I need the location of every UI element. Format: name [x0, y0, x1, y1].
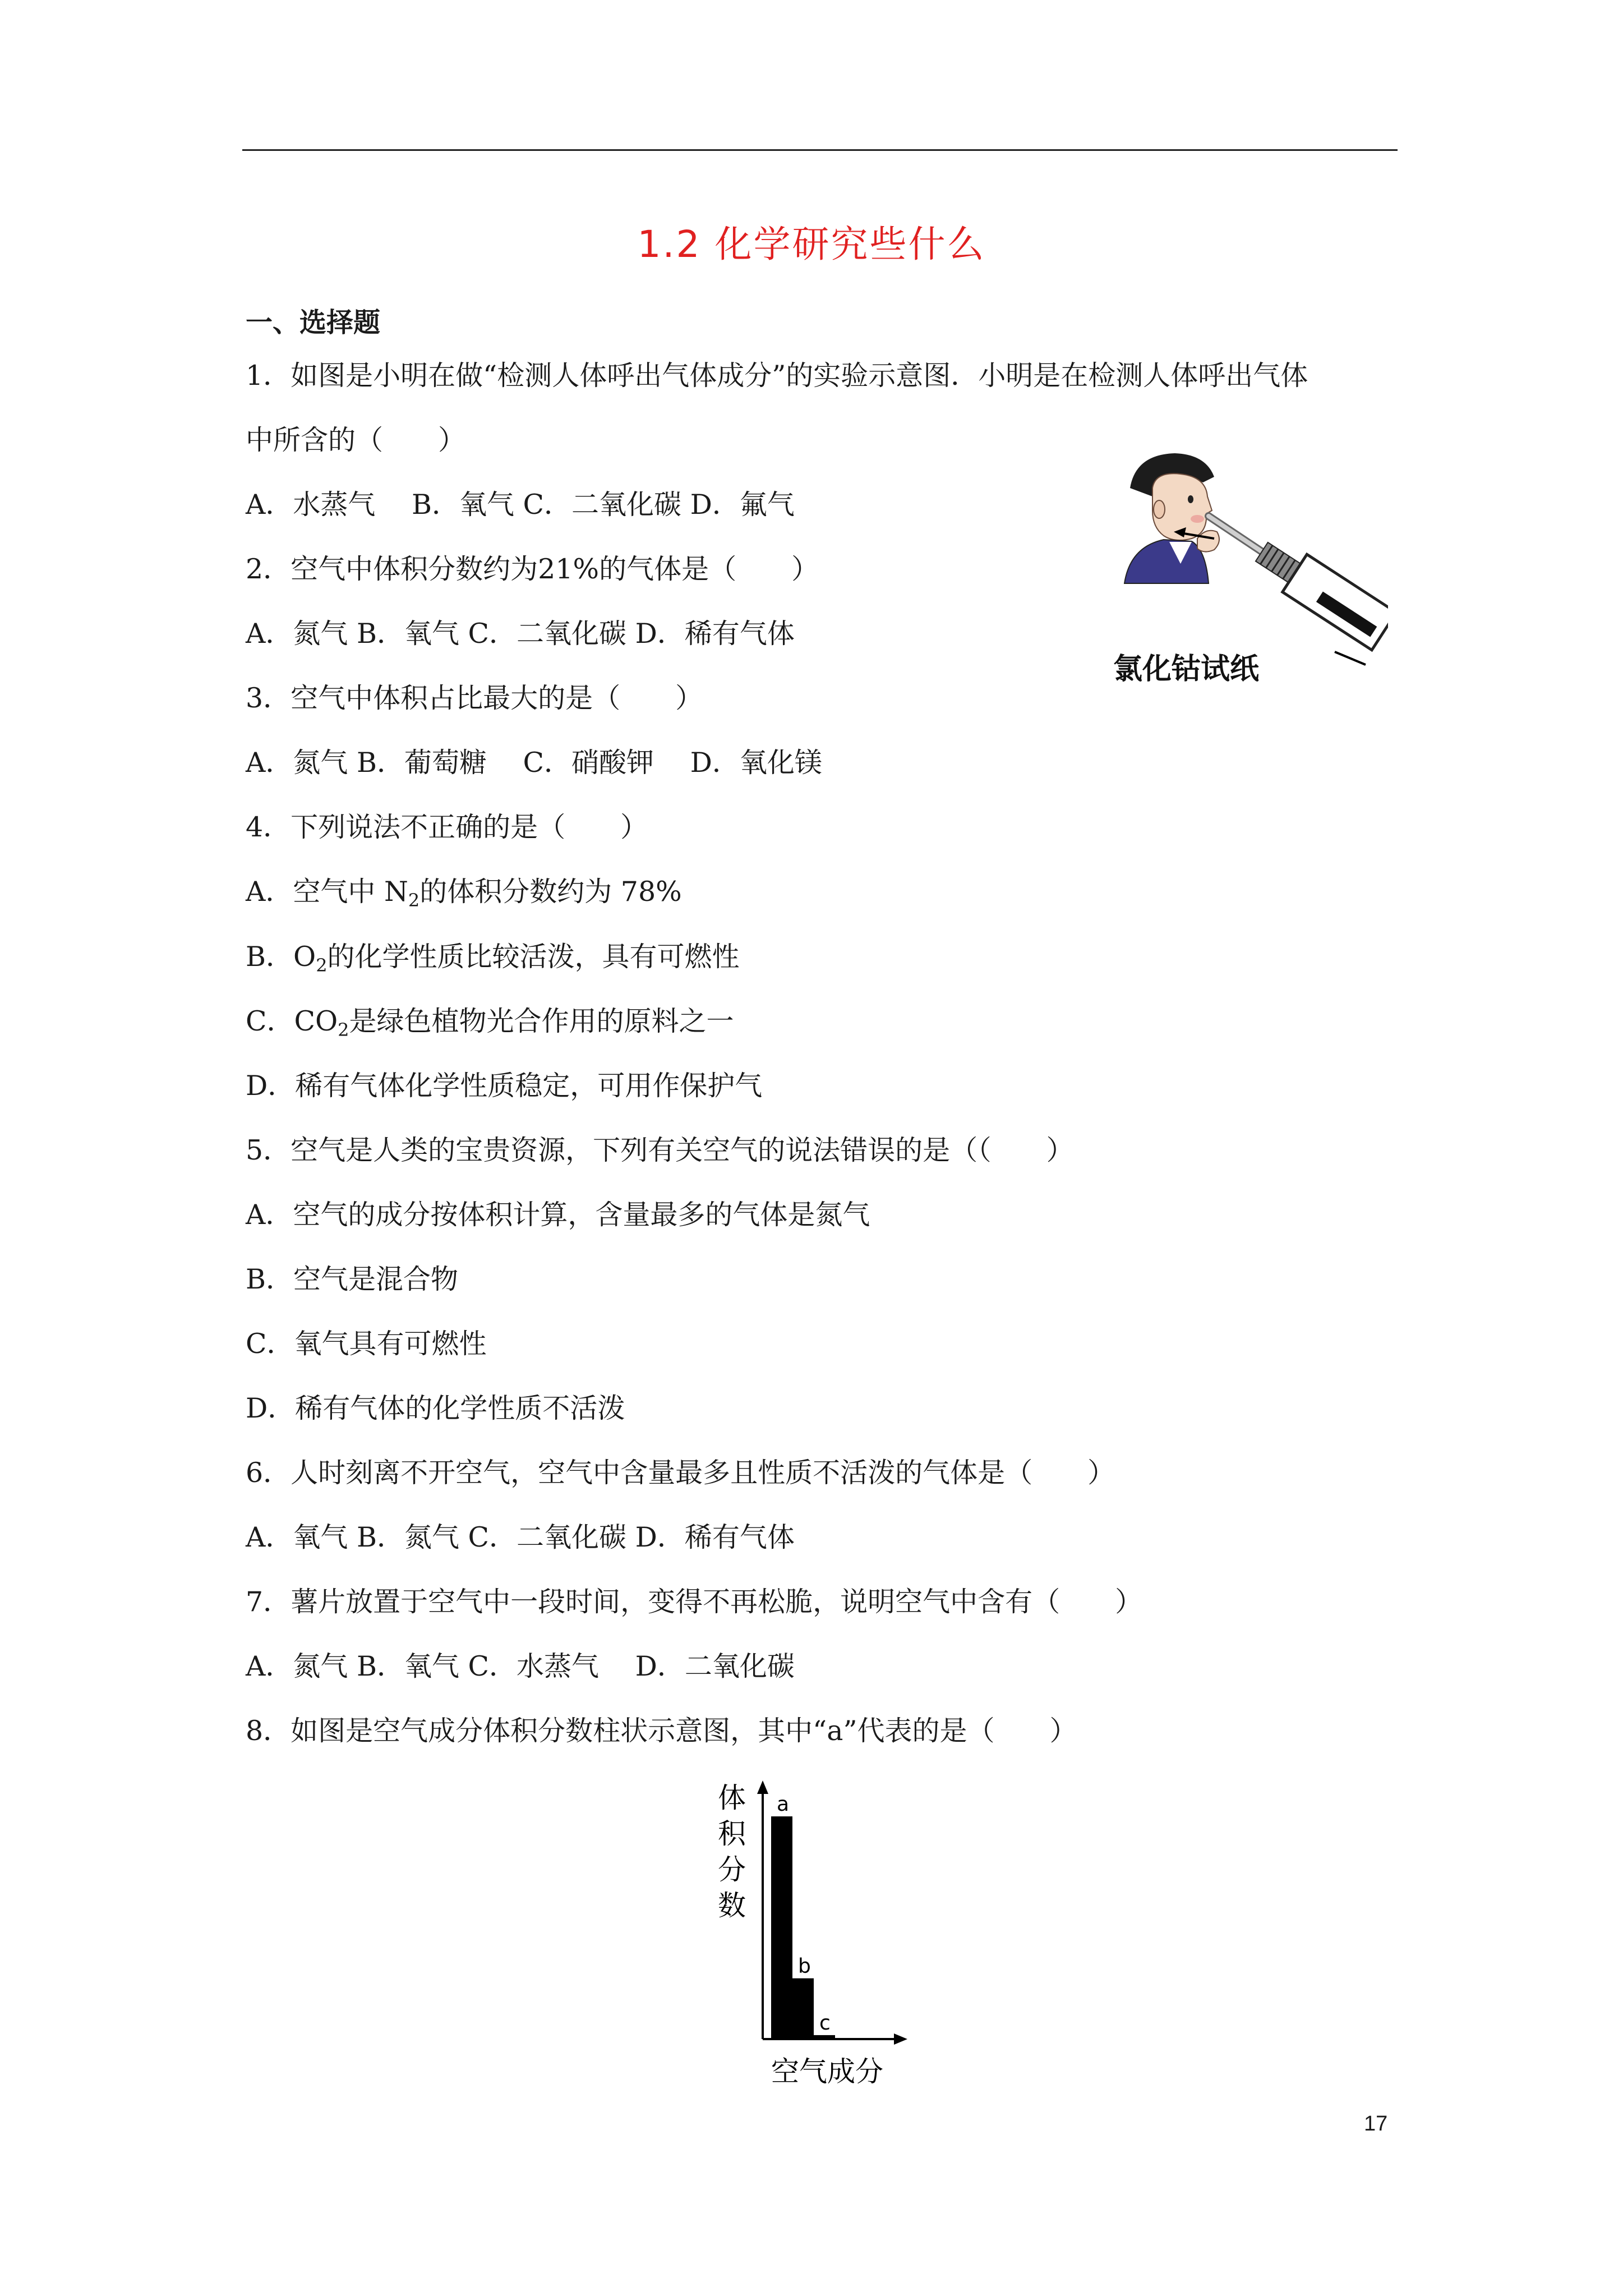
y-axis-char-3: 分 [718, 1853, 746, 1886]
text-line [246, 940, 740, 982]
bar-b [792, 1978, 814, 2038]
line-part: B．O [246, 941, 316, 973]
text-line: 6．人时刻离不开空气，空气中含量最多且性质不活泼的气体是（ ） [246, 1457, 1115, 1489]
bar-label-b: b [798, 1954, 811, 1978]
subscript: 2 [338, 1019, 349, 1041]
text-line: A．氮气 B．氧气 C．水蒸气 D．二氧化碳 [246, 1650, 795, 1682]
text-line: B．空气是混合物 [246, 1263, 459, 1295]
section-heading: 一、选择题 [246, 307, 381, 338]
text-line: 1．如图是小明在做“检测人体呼出气体成分”的实验示意图．小明是在检测人体呼出气体 [246, 360, 1308, 392]
text-line: 2．空气中体积分数约为21%的气体是（ ） [246, 553, 819, 585]
text-line: 4．下列说法不正确的是（ ） [246, 811, 648, 843]
line-part: 是绿色植物光合作用的原料之一 [349, 1005, 734, 1037]
line-part: 的体积分数约为 78% [419, 876, 682, 908]
text-line: D．稀有气体化学性质稳定，可用作保护气 [246, 1070, 763, 1102]
y-axis-char-1: 体 [718, 1782, 746, 1814]
header-rule [242, 149, 1398, 151]
subscript: 2 [316, 955, 328, 976]
text-line: 8．如图是空气成分体积分数柱状示意图，其中“a”代表的是（ ） [246, 1715, 1077, 1747]
cobalt-paper-label: 氯化钴试纸 [1113, 652, 1260, 686]
text-line: A．水蒸气 B．氧气 C．二氧化碳 D．氟气 [246, 489, 795, 521]
bar-label-c: c [819, 2011, 831, 2035]
text-line: A．空气的成分按体积计算，含量最多的气体是氮气 [246, 1199, 870, 1231]
subscript: 2 [408, 890, 420, 911]
air-composition-bar-chart [718, 1778, 911, 2092]
x-axis-label: 空气成分 [771, 2055, 883, 2088]
bar-label-a: a [777, 1793, 790, 1816]
page-title: 1.2 化学研究些什么 [637, 223, 986, 266]
page-number: 17 [1364, 2112, 1388, 2136]
text-line: 中所含的（ ） [246, 424, 466, 456]
x-axis-arrow [894, 2033, 907, 2045]
line-part: 的化学性质比较活泼，具有可燃性 [327, 941, 740, 973]
text-line [246, 1005, 734, 1047]
text-line: C．氧气具有可燃性 [246, 1328, 487, 1360]
bar-a [771, 1816, 792, 2038]
text-line: A．氧气 B．氮气 C．二氧化碳 D．稀有气体 [246, 1521, 795, 1553]
text-line: 5．空气是人类的宝贵资源，下列有关空气的说法错误的是（（ ） [246, 1134, 1074, 1166]
text-line: D．稀有气体的化学性质不活泼 [246, 1392, 625, 1424]
bar-c [814, 2035, 835, 2038]
y-axis-char-4: 数 [718, 1889, 746, 1922]
y-axis-arrow [757, 1780, 768, 1794]
line-part: C．CO [246, 1005, 338, 1037]
line-part: A．空气中 N [246, 876, 408, 908]
y-axis-char-2: 积 [718, 1818, 746, 1850]
text-line: A．氮气 B．氧气 C．二氧化碳 D．稀有气体 [246, 618, 795, 650]
text-line: A．氮气 B．葡萄糖 C．硝酸钾 D．氧化镁 [246, 747, 822, 779]
text-line [246, 875, 682, 917]
text-line: 7．薯片放置于空气中一段时间，变得不再松脆，说明空气中含有（ ） [246, 1586, 1143, 1618]
breath-test-figure [1108, 443, 1388, 696]
text-line: 3．空气中体积占比最大的是（ ） [246, 682, 703, 714]
